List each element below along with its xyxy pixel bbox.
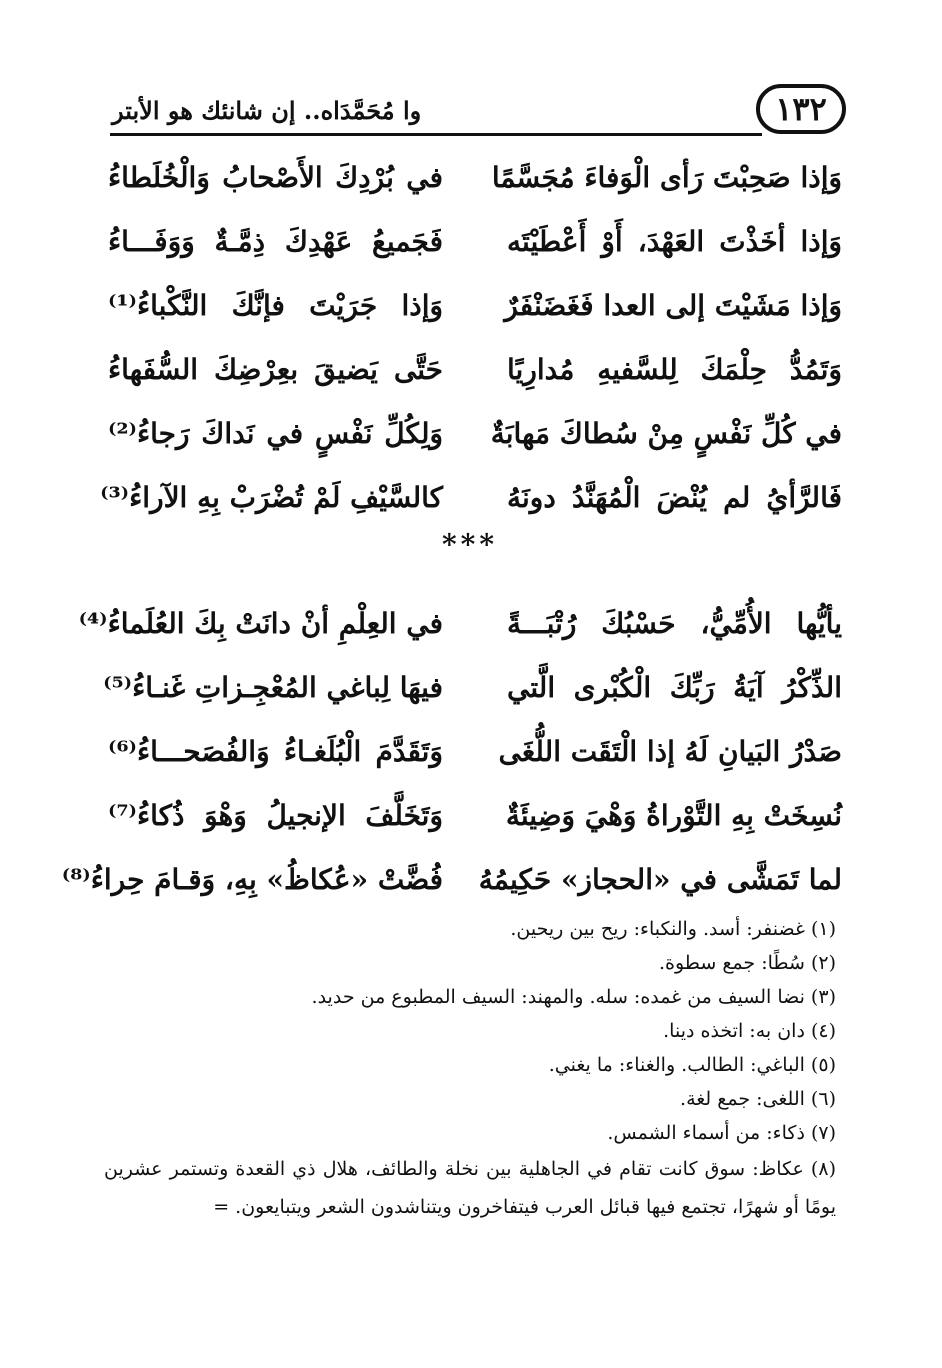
verse-line bbox=[100, 656, 842, 720]
left-hemistich: وَإذا جَرَيْتَ فإنَّكَ النَّكْباءُ⁽¹⁾ bbox=[108, 289, 443, 322]
footnote-5: (٥) الباغي: الطالب. والغناء: ما يغني. bbox=[548, 1054, 836, 1076]
verse-line bbox=[100, 466, 842, 530]
right-hemistich: في كُلِّ نَفْسٍ مِنْ سُطاكَ مَهابَةٌ bbox=[490, 417, 842, 450]
left-hemistich: فيهَا لِباغي المُعْجِـزاتِ غَنـاءُ⁽⁵⁾ bbox=[103, 671, 443, 704]
verse-line bbox=[100, 274, 842, 338]
left-hemistich: وَتَخَلَّفَ الإنجيلُ وَهْوَ ذُكاءُ⁽⁷⁾ bbox=[108, 799, 443, 832]
footnote-3: (٣) نضا السيف من غمده: سله. والمهند: السيف المطبوع من حديد. bbox=[311, 986, 836, 1008]
right-hemistich: يأيُّها الأُمِّيُّ، حَسْبُكَ رُتْبَـــةً bbox=[507, 607, 842, 640]
left-hemistich: حَتَّى يَضيقَ بعِرْضِكَ السُّفَهاءُ bbox=[108, 353, 443, 386]
left-hemistich: فَجَميعُ عَهْدِكَ ذِمَّـةٌ وَوَفَـــاءُ bbox=[108, 225, 443, 258]
page-number-frame bbox=[756, 84, 846, 134]
right-hemistich: وَتَمُدُّ حِلْمَكَ لِلسَّفيهِ مُدارِيًا bbox=[507, 353, 842, 386]
verse-line bbox=[100, 146, 842, 210]
verse-line bbox=[100, 784, 842, 848]
left-hemistich: فُضَّتْ «عُكاظُ» بِهِ، وَقـامَ حِراءُ⁽⁸⁾ bbox=[61, 863, 443, 896]
left-hemistich: في بُرْدِكَ الأَصْحابُ وَالْخُلَطاءُ bbox=[108, 161, 443, 194]
right-hemistich: وَإذا أخَذْتَ العَهْدَ، أَوْ أَعْطَيْتَه bbox=[507, 225, 842, 258]
verse-line bbox=[100, 338, 842, 402]
verse-line bbox=[100, 402, 842, 466]
left-hemistich: وَتَقَدَّمَ الْبُلَغـاءُ وَالفُصَحـــاءُ⁽⁶⁾ bbox=[108, 735, 443, 768]
right-hemistich: صَدْرُ البَيانِ لَهُ إذا الْتَقَت اللُّغَى bbox=[498, 735, 842, 768]
footnote-4: (٤) دان به: اتخذه دينا. bbox=[663, 1020, 836, 1042]
poem-stanza-2 bbox=[61, 592, 842, 912]
footnote-1: (١) غضنفر: أسد. والنكباء: ريح بين ريحين. bbox=[510, 918, 836, 940]
left-hemistich: وَلِكُلِّ نَفْسٍ في نَداكَ رَجاءُ⁽²⁾ bbox=[108, 417, 443, 450]
section-separator: *** bbox=[442, 528, 498, 561]
verse-line bbox=[78, 592, 842, 656]
left-hemistich: في العِلْمِ أنْ دانَتْ بِكَ العُلَماءُ⁽⁴⁾ bbox=[78, 607, 443, 640]
right-hemistich: لما تَمَشَّى في «الحجاز» حَكِيمُهُ bbox=[478, 863, 842, 896]
verse-line bbox=[100, 720, 842, 784]
running-title: وا مُحَمَّدَاه.. إن شانئك هو الأبتر bbox=[112, 96, 422, 125]
right-hemistich: نُسِخَتْ بِهِ التَّوْراةُ وَهْيَ وَضِيئَةٌ bbox=[505, 799, 842, 832]
footnote-8: (٨) عكاظ: سوق كانت تقام في الجاهلية بين نخلة والطائف، هلال ذي القعدة وتستمر عشرين يومًا أو شهرًا، تجتمع فيها قبائل العرب فيتفاخرون ويتناشدون الشعر ويتبايعون. = bbox=[104, 1158, 836, 1218]
footnote-2: (٢) سُطًا: جمع سطوة. bbox=[658, 952, 836, 974]
left-hemistich: كالسَّيْفِ لَمْ تُضْرَبْ بِهِ الآراءُ⁽³⁾ bbox=[100, 481, 443, 514]
page-number: ١٣٢ bbox=[775, 90, 827, 128]
verse-line bbox=[100, 210, 842, 274]
right-hemistich: وَإذا مَشَيْتَ إلى العدا فَغَضَنْفَرٌ bbox=[504, 289, 842, 322]
footnote-6: (٦) اللغى: جمع لغة. bbox=[680, 1088, 836, 1110]
right-hemistich: وَإذا صَحِبْتَ رَأى الْوَفاءَ مُجَسَّمًا bbox=[491, 161, 842, 194]
right-hemistich: الذِّكْرُ آيَةُ رَبِّكَ الْكُبْرى الَّتي bbox=[507, 671, 842, 704]
header-rule bbox=[110, 133, 762, 136]
poem-stanza-1 bbox=[100, 146, 842, 530]
verse-line bbox=[61, 848, 842, 912]
right-hemistich: فَالرَّأيُ لم يُنْضَ الْمُهَنَّدُ دونَهُ bbox=[507, 481, 842, 514]
footnote-7: (٧) ذكاء: من أسماء الشمس. bbox=[607, 1122, 836, 1144]
footnotes bbox=[104, 912, 836, 1226]
